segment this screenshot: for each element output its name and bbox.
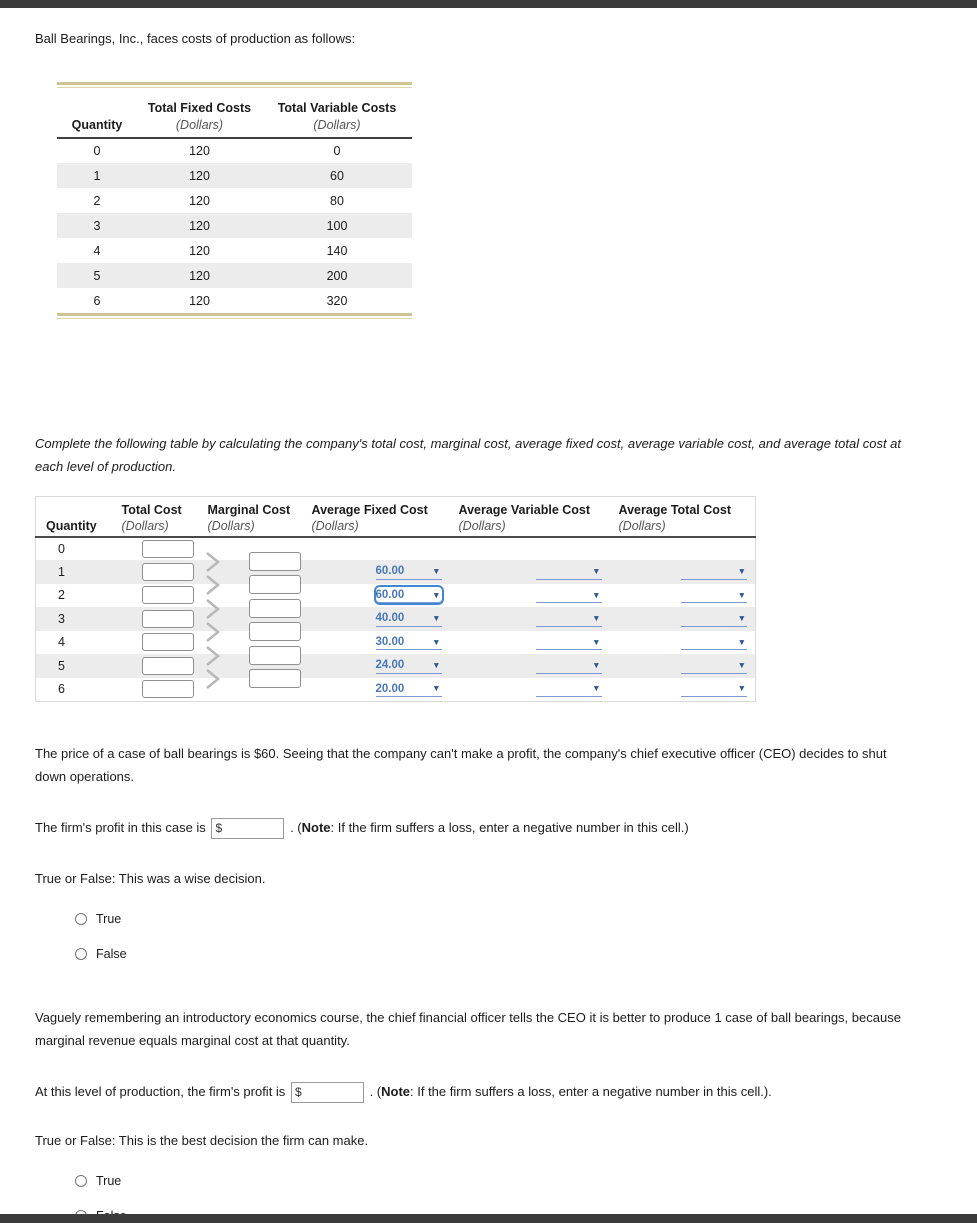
afc-cell: [307, 607, 454, 631]
avc-dropdown[interactable]: [536, 611, 602, 627]
dropdown-arrow-icon: ▼: [737, 636, 746, 647]
bottom-bar: [0, 1214, 977, 1223]
afc-dropdown[interactable]: [376, 658, 442, 674]
avc-cell: [454, 678, 614, 702]
tvc-cell: 100: [326, 218, 348, 233]
quantity-cell: 2: [93, 193, 101, 208]
afc-selected-value: 60.00: [375, 565, 405, 578]
table-accent-bar: [57, 318, 412, 319]
marginal-cost-input[interactable]: [249, 575, 301, 594]
table-accent-bar: [57, 313, 412, 316]
total-cost-cell: [117, 631, 203, 655]
tvc-cell: 60: [330, 168, 344, 183]
atc-cell: [614, 537, 756, 561]
dropdown-arrow-icon: ▼: [737, 613, 746, 623]
currency-symbol: $: [215, 821, 223, 835]
atc-column-header: [614, 497, 756, 537]
avc-column-header: [454, 497, 614, 537]
tfc-cell: 120: [189, 144, 210, 158]
chevron-right-icon: [205, 668, 221, 693]
atc-cell: [614, 631, 756, 655]
work-table-header-row: [36, 497, 756, 537]
total-cost-input[interactable]: [142, 610, 194, 628]
avc-cell: [454, 584, 614, 608]
tf1-option-true: [35, 912, 942, 926]
dropdown-arrow-icon: ▼: [432, 636, 441, 647]
tf1-false-label: False: [96, 946, 127, 961]
work-table-row: [36, 584, 756, 608]
atc-dropdown[interactable]: [681, 611, 747, 627]
quantity-cell: 3: [58, 611, 65, 626]
cost-table-row: [57, 188, 412, 213]
avc-cell: [454, 631, 614, 655]
dropdown-arrow-icon: ▼: [432, 683, 441, 694]
avc-dropdown[interactable]: [536, 564, 602, 580]
cfo-paragraph: Vaguely remembering an introductory economics course, the chief financial officer tells the CEO it is better to produce 1 case of ball bearings, because marginal revenue equals marginal cost at that quantity.: [35, 1009, 901, 1048]
profit-amount-input-1[interactable]: [224, 820, 276, 837]
profit-question-2: [35, 1082, 942, 1103]
atc-dropdown[interactable]: [681, 658, 747, 674]
total-cost-input[interactable]: [142, 633, 194, 651]
afc-cell: [307, 678, 454, 702]
atc-dropdown[interactable]: [681, 634, 747, 650]
tf2-true-label: True: [96, 1173, 122, 1188]
atc-dropdown[interactable]: [681, 587, 747, 603]
quantity-cell: 0: [58, 541, 65, 556]
tfc-cell: 120: [189, 293, 210, 308]
work-table-row: [36, 678, 756, 702]
table-accent-bar: [57, 82, 412, 85]
total-cost-cell: [117, 607, 203, 631]
avc-cell: [454, 560, 614, 584]
quantity-cell: 0: [93, 144, 101, 158]
dropdown-arrow-icon: ▼: [592, 613, 601, 623]
tfc-cell: 120: [189, 168, 210, 183]
dropdown-arrow-icon: ▼: [432, 613, 441, 623]
total-cost-cell: [117, 584, 203, 608]
quantity-cell: 6: [58, 682, 65, 696]
tvc-cell: 0: [333, 144, 341, 158]
afc-dropdown[interactable]: [376, 564, 442, 580]
tfc-cell: 120: [189, 218, 210, 233]
atc-header-label: Average Total Cost: [618, 502, 732, 517]
note-label: Note: [381, 1083, 411, 1099]
work-table-row: [36, 631, 756, 655]
dropdown-arrow-icon: ▼: [737, 683, 746, 694]
table-accent-bar: [57, 87, 412, 88]
atc-cell: [614, 678, 756, 702]
quantity-cell: 5: [58, 658, 65, 673]
dropdown-arrow-icon: ▼: [432, 566, 441, 576]
quantity-column-header: [57, 90, 137, 138]
note-label: Note: [301, 819, 331, 835]
total-cost-input[interactable]: [142, 657, 194, 675]
currency-symbol: $: [294, 1085, 302, 1099]
afc-selected-value: 30.00: [375, 635, 405, 648]
dropdown-arrow-icon: ▼: [592, 589, 601, 600]
atc-dropdown[interactable]: [681, 564, 747, 580]
afc-column-header: [307, 497, 454, 537]
cost-table-row: [57, 213, 412, 238]
tf2-option-true: [35, 1174, 942, 1188]
avc-cell: [454, 654, 614, 678]
chevron-right-icon: [205, 645, 221, 670]
chevron-right-icon: [205, 598, 221, 623]
quantity-cell: 6: [93, 293, 101, 308]
marginal-cost-input[interactable]: [249, 622, 301, 641]
dropdown-arrow-icon: ▼: [737, 566, 746, 576]
total-cost-units-label: (Dollars): [121, 518, 169, 533]
atc-cell: [614, 584, 756, 608]
chevron-right-icon: [205, 621, 221, 646]
quantity-column-header: [36, 497, 117, 537]
afc-header-label: Average Fixed Cost: [311, 502, 428, 517]
dropdown-arrow-icon: ▼: [592, 683, 601, 694]
tvc-column-header: [262, 90, 412, 138]
note-rest-text: : If the firm suffers a loss, enter a negative number in this cell.).: [410, 1083, 772, 1099]
cost-table-row: [57, 138, 412, 163]
dropdown-arrow-icon: ▼: [737, 660, 746, 670]
afc-cell: [307, 584, 454, 608]
total-cost-column-header: [117, 497, 203, 537]
work-table-row: [36, 607, 756, 631]
tf1-option-false: [35, 947, 942, 961]
total-cost-input[interactable]: [142, 563, 194, 581]
top-bar: [0, 0, 977, 8]
dropdown-arrow-icon: ▼: [737, 589, 746, 600]
quantity-header-label: Quantity: [71, 118, 123, 132]
quantity-cell: 1: [58, 564, 65, 579]
shutdown-paragraph: The price of a case of ball bearings is $60. Seeing that the company can't make a profit, the company's chief executive officer (CEO) decides to shut down operations.: [35, 745, 887, 784]
work-table-row: [36, 654, 756, 678]
tvc-cell: 320: [326, 293, 348, 308]
marginal-cost-input[interactable]: [249, 552, 301, 571]
profit-amount-input-2[interactable]: [304, 1084, 356, 1101]
question-content: [0, 31, 977, 1223]
cost-table-header-row: [57, 90, 412, 138]
profit2-lead-text: At this level of production, the firm's profit is: [35, 1083, 286, 1099]
atc-dropdown[interactable]: [681, 681, 747, 697]
afc-dropdown[interactable]: [376, 681, 442, 697]
intro-text: Ball Bearings, Inc., faces costs of production as follows:: [35, 31, 356, 46]
total-cost-cell: [117, 537, 203, 561]
avc-dropdown[interactable]: [536, 587, 602, 603]
total-cost-header-label: Total Cost: [121, 502, 182, 517]
dropdown-arrow-icon: ▼: [592, 636, 601, 647]
avc-header-label: Average Variable Cost: [458, 502, 591, 517]
work-table-row: [36, 560, 756, 584]
afc-selected-value: 20.00: [375, 682, 405, 695]
profit1-lead-text: The firm's profit in this case is: [35, 819, 206, 835]
afc-cell: [307, 537, 454, 561]
note-open-text: . (: [290, 819, 302, 835]
total-cost-cell: [117, 678, 203, 702]
marginal-cost-header-label: Marginal Cost: [207, 502, 291, 517]
avc-units-label: (Dollars): [458, 518, 506, 533]
chevron-right-icon: [205, 551, 221, 576]
quantity-cell: 2: [58, 588, 65, 603]
avc-dropdown[interactable]: [536, 681, 602, 697]
tfc-header-label: Total Fixed Costs: [147, 101, 252, 115]
afc-selected-value: 40.00: [375, 612, 405, 625]
total-cost-input[interactable]: [142, 586, 194, 604]
tfc-units-label: (Dollars): [175, 118, 224, 132]
profit-input-box-1[interactable]: [211, 818, 284, 839]
quantity-cell: 4: [93, 243, 101, 258]
tf2-true-radio[interactable]: [75, 1175, 87, 1187]
afc-dropdown[interactable]: [376, 611, 442, 627]
afc-units-label: (Dollars): [311, 518, 359, 533]
cost-table-row: [57, 288, 412, 313]
tfc-cell: 120: [189, 193, 210, 208]
work-table-row: [36, 537, 756, 561]
profit-input-box-2[interactable]: [291, 1082, 364, 1103]
tvc-cell: 200: [326, 268, 348, 283]
tfc-cell: 120: [189, 243, 210, 258]
afc-dropdown-focused[interactable]: [376, 587, 442, 603]
dropdown-arrow-icon: ▼: [592, 660, 601, 670]
instruction-text: Complete the following table by calculating the company's total cost, marginal cost, average fixed cost, average variable cost, and average total cost at each level of production.: [35, 436, 902, 474]
dropdown-arrow-icon: ▼: [592, 566, 601, 576]
tf1-false-radio[interactable]: [75, 948, 87, 960]
tvc-cell: 140: [326, 243, 348, 258]
dropdown-arrow-icon: ▼: [432, 660, 441, 670]
tfc-column-header: [137, 90, 262, 138]
profit-question-1: [35, 818, 942, 839]
cost-table-row: [57, 238, 412, 263]
afc-cell: [307, 654, 454, 678]
chevron-right-icon: [205, 574, 221, 599]
quantity-header-label: Quantity: [46, 518, 97, 533]
cost-table-row: [57, 163, 412, 188]
tf1-true-label: True: [96, 911, 122, 926]
quantity-cell: 1: [93, 168, 101, 183]
avc-cell: [454, 537, 614, 561]
note-open-text: . (: [369, 1083, 382, 1099]
tvc-cell: 80: [330, 193, 344, 208]
given-cost-table: [57, 82, 412, 319]
afc-cell: [307, 560, 454, 584]
total-cost-cell: [117, 560, 203, 584]
afc-cell: [307, 631, 454, 655]
tf2-question: True or False: This is the best decision the firm can make.: [35, 1132, 369, 1148]
quantity-cell: 5: [93, 268, 101, 283]
tvc-units-label: (Dollars): [313, 118, 361, 132]
atc-cell: [614, 607, 756, 631]
marginal-cost-input[interactable]: [249, 646, 301, 665]
afc-dropdown[interactable]: [376, 634, 442, 650]
tfc-cell: 120: [189, 268, 210, 283]
tvc-header-label: Total Variable Costs: [277, 101, 397, 115]
tf1-question: True or False: This was a wise decision.: [35, 870, 266, 886]
marginal-cost-column-header: [203, 497, 307, 537]
tf1-true-radio[interactable]: [75, 913, 87, 925]
marginal-cost-input[interactable]: [249, 669, 301, 688]
avc-dropdown[interactable]: [536, 634, 602, 650]
note-rest-text: : If the firm suffers a loss, enter a negative number in this cell.): [330, 819, 689, 835]
dropdown-arrow-icon: ▼: [432, 589, 441, 600]
total-cost-input[interactable]: [142, 680, 194, 698]
marginal-cost-input[interactable]: [249, 599, 301, 618]
production-cost-worksheet: [35, 496, 757, 702]
total-cost-cell: [117, 654, 203, 678]
atc-cell: [614, 560, 756, 584]
atc-units-label: (Dollars): [618, 518, 666, 533]
avc-dropdown[interactable]: [536, 658, 602, 674]
afc-selected-value: 24.00: [375, 659, 405, 672]
avc-cell: [454, 607, 614, 631]
marginal-cost-units-label: (Dollars): [207, 518, 255, 533]
atc-cell: [614, 654, 756, 678]
afc-selected-value: 60.00: [375, 588, 405, 601]
quantity-cell: 4: [58, 635, 65, 650]
quantity-cell: 3: [93, 218, 101, 233]
total-cost-input[interactable]: [142, 540, 194, 558]
cost-table-row: [57, 263, 412, 288]
